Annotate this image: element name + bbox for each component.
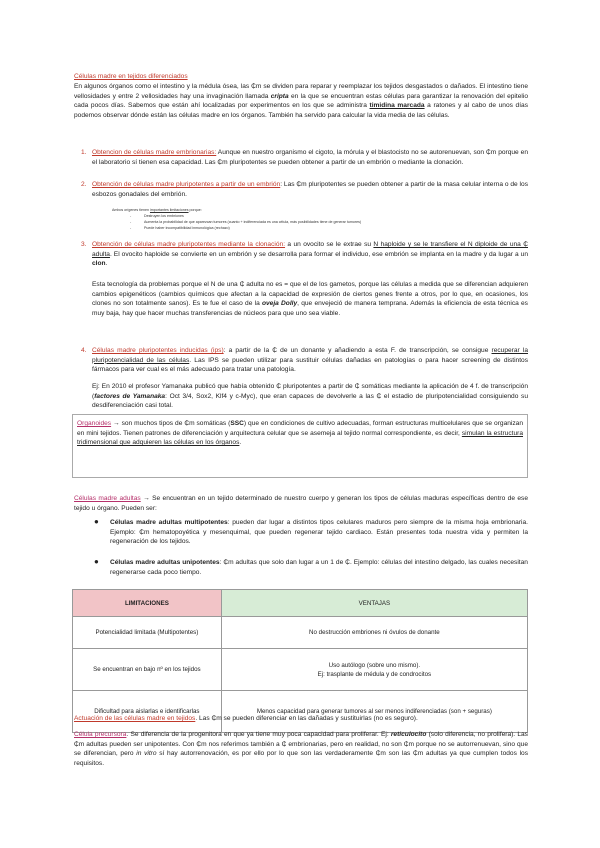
term-factores: factores de Yamanaka <box>94 392 166 400</box>
text: simulan la estructura tridimensional que adquieren las células en los órganos <box>77 429 524 447</box>
list-heading: Obtención de células madre pluripotentes a partir de un embrión <box>92 181 281 188</box>
section1-paragraph <box>74 82 528 120</box>
text: N haploide y se le transfiere el N diploide de una ₵ adulta <box>92 241 528 258</box>
text: : Las ₵m pluripotentes se pueden obtener a partir de la masa celular interna o de los esbozos gonadales del embrión. <box>92 181 528 198</box>
text: porque: <box>188 208 202 212</box>
list-item-3 <box>81 240 528 269</box>
term-ssc: SSC <box>230 420 244 427</box>
comparison-table <box>72 589 528 733</box>
text: Ambos orígenes tienen <box>112 208 150 212</box>
list-number: 2. <box>81 181 87 188</box>
term-cripta: cripta <box>270 92 289 100</box>
list-number: 3. <box>81 241 87 248</box>
text: a ratones y al cabo de unos días podemos observar dónde están las células madre en los órganos. También ha servido para calcular la vida media de las células. <box>74 102 529 119</box>
precursora-heading: Célula precursora <box>74 731 127 738</box>
text: en la que se encuentran estas células para garantizar la renovación del epitelio cada pocos días. Sabemos que están ahí localizadas por experimentos en los que se administra <box>74 92 528 110</box>
small-note-item: - Puede haber incompatibilidad inmunológica (rechazo) <box>144 226 230 231</box>
text: recuperar la pluripotencialidad de las células <box>92 347 528 364</box>
table-header-row <box>73 590 528 617</box>
actuacion-heading: Actuación de las células madre en tejidos <box>74 715 196 722</box>
list-number: 1. <box>81 149 87 156</box>
section-title-diferenciados <box>74 72 528 82</box>
text: Ej: En 2010 el profesor Yamanaka publicó que había obtenido ₵ pluripotentes a partir de ₵ somáticas mediante la aplicación de 4 f. de transcripción ( <box>92 383 528 400</box>
term-timidina: timidina marcada <box>369 102 425 110</box>
list-heading: Obtencion de células madre embrionarias: <box>92 149 217 156</box>
arrow-icon: → <box>113 420 120 427</box>
text: . El ovocito haploide se convierte en un embrión y se desarrolla para formar el individuo, ese embrión se implanta en la madre y da lugar a un <box>109 250 528 258</box>
list-item-1 <box>81 148 528 167</box>
term-reticulocito: reticulocito <box>390 731 427 738</box>
adultas-item-1 <box>110 518 528 547</box>
table-cell: Uso autólogo (sobre uno mismo). Ej: trasplante de médula y de condrocitos <box>221 649 527 691</box>
text: son muchos tipos de ₵m somáticas ( <box>119 420 231 427</box>
list-item-4 <box>81 346 529 375</box>
list-heading: Obtención de células madre pluripotentes mediante la clonación: <box>92 241 286 248</box>
precursora-paragraph <box>74 730 528 768</box>
term-clon: clon <box>92 260 106 268</box>
text: . Las IPS se pueden utilizar para sustituir células dañadas en patologías o para hacer screening de distintos fármacos para ver cual es el más adecuado para tratar una patología. <box>92 356 529 374</box>
text: Células madre adultas multipotentes <box>110 519 228 526</box>
term-in-vitro: in vitro <box>136 750 157 758</box>
text: . Las ₵m se pueden diferenciar en las dañadas y sustituirlas (no es seguro). <box>195 715 418 722</box>
text: : a partir de la ₵ de un donante y añadiendo a esta F. de transcripción, se consigue <box>223 347 492 354</box>
text: . <box>239 439 242 447</box>
term-dolly: oveja Dolly <box>261 300 298 308</box>
list-item-3-paragraph <box>92 280 528 318</box>
list-item-4-paragraph <box>92 382 528 411</box>
list-number: 4. <box>81 347 87 354</box>
table-row <box>73 617 528 649</box>
text: , que envejeció de manera temprana. Además la eficiencia de esta técnica es muy baja, hay que hacer muchas transferencias de núcleos para que uno sea viable. <box>92 300 528 317</box>
table-cell: No destrucción embriones ni óvulos de donante <box>221 617 527 649</box>
text: . <box>105 260 108 268</box>
text: importantes limitaciones <box>149 208 189 212</box>
text: Esta tecnología da problemas porque el N de una ₵ adulta no es = que el de los gametos, porque las células a medida que se diferencian adquieren cambios epigenéticos (cambios químicos que afectan a la capacidad de expresión de ciertos genes frente a otros, por lo que, en ocasiones, los clones no son totalmente sanos). Es te fue el caso de la <box>92 281 528 308</box>
text: : Oct 3/4, Sox2, Klf4 y c-Myc), que eran capaces de devolverle a las ₵ el estadio de pluripotencialidad consiguiendo su desdiferenciación casi total. <box>92 392 528 410</box>
table-header-limitaciones: LIMITACIONES <box>73 590 222 617</box>
table-row <box>73 649 528 691</box>
organoides-heading: Organoides <box>77 420 112 427</box>
text: Aunque en nuestro organismo el cigoto, la mórula y el blastocisto no se autorenuevan, son ₵m porque en el laboratorio sí tienen esa capacidad. Las ₵m pluripotentes se pueden obtener a partir de un embrión o mediante la clonación. <box>92 149 528 166</box>
small-note-lead <box>112 208 412 213</box>
text: ) que en condiciones de cultivo adecuadas, forman estructuras multicelulares que se organizan en mini tejidos. Tienen patrones de diferenciación y arquitectura celular que se asemeja al tejido normal correspondiente, es decir, <box>77 420 523 437</box>
organoides-box <box>72 414 528 478</box>
text: . Se diferencia de la progenitora en que ya tiene muy poca capacidad para proliferar. Ej: <box>126 731 391 738</box>
adultas-item-2 <box>110 558 528 577</box>
adultas-paragraph <box>74 494 528 513</box>
bullet-icon: ● <box>94 557 99 566</box>
table-cell: Potencialidad limitada (Multipotentes) <box>73 617 222 649</box>
text: Células madre adultas unipotentes <box>110 559 220 566</box>
text: sí hay autorrenovación, es por ello por lo que son las verdaderamente ₵m son las ₵m adultas ya que cumplen todos los requisitos. <box>74 750 529 767</box>
text: En algunos órganos como el intestino y la médula ósea, las ₵m se dividen para reparar y reemplazar los tejidos desgastados o dañados. El intestino tiene vellosidades y entre 2 vellosidades hay una invaginación llamada <box>74 83 528 100</box>
list-heading: Células madre pluripotentes inducidas (ips) <box>92 347 224 354</box>
table-cell: Menos capacidad para generar tumores al ser menos indiferenciadas (son + seguras) <box>221 691 527 733</box>
list-item-2 <box>81 180 528 199</box>
text: : pueden dar lugar a distintos tipos celulares maduros pero siempre de la misma hoja embrionaria. Ejemplo: ₵m hematopoyética y mesenquimal, que pueden regenerar tejido cardiaco. Están presentes toda nuestra vida y permiten la regeneración de los tejidos. <box>110 519 528 546</box>
arrow-icon: → <box>143 495 150 502</box>
small-note-item: - Destruyen los embriones <box>144 214 184 219</box>
small-note-item: - Aumenta la probabilidad de que aparezcan tumores (cuanto + indiferenciada es una célula, más posibilidades tiene de generar tumores) <box>144 220 361 225</box>
table-header-ventajas: VENTAJAS <box>221 590 527 617</box>
bullet-icon: ● <box>94 517 99 526</box>
table-cell: Se encuentran en bajo nº en los tejidos <box>73 649 222 691</box>
actuacion-paragraph <box>74 714 528 724</box>
heading: Células madre en tejidos diferenciados <box>74 73 188 80</box>
text: a un ovocito se le extrae su <box>285 241 374 248</box>
text: Se encuentran en un tejido determinado de nuestro cuerpo y generan los tipos de células maduras específicas dentro de ese tejido u órgano. Pueden ser: <box>74 495 528 512</box>
table-cell: Dificultad para aislarlas e identificarlas <box>73 691 222 733</box>
text: : ₵m adultas que solo dan lugar a un 1 de ₵. Ejemplo: células del intestino delgado, las cuales necesitan regenerarse cada poco tiempo. <box>110 559 528 576</box>
adultas-heading: Células madre adultas <box>74 495 141 502</box>
text: (solo diferencia, no prolifera). Las ₵m adultas pueden ser unipotentes. Con ₵m nos referimos también a ₵ embrionarias, pero en realidad, no son ₵m porque no se autorrenuevan, sino que se diferencian, pero <box>74 731 528 758</box>
table-row <box>73 691 528 733</box>
organoides-paragraph <box>77 419 523 448</box>
